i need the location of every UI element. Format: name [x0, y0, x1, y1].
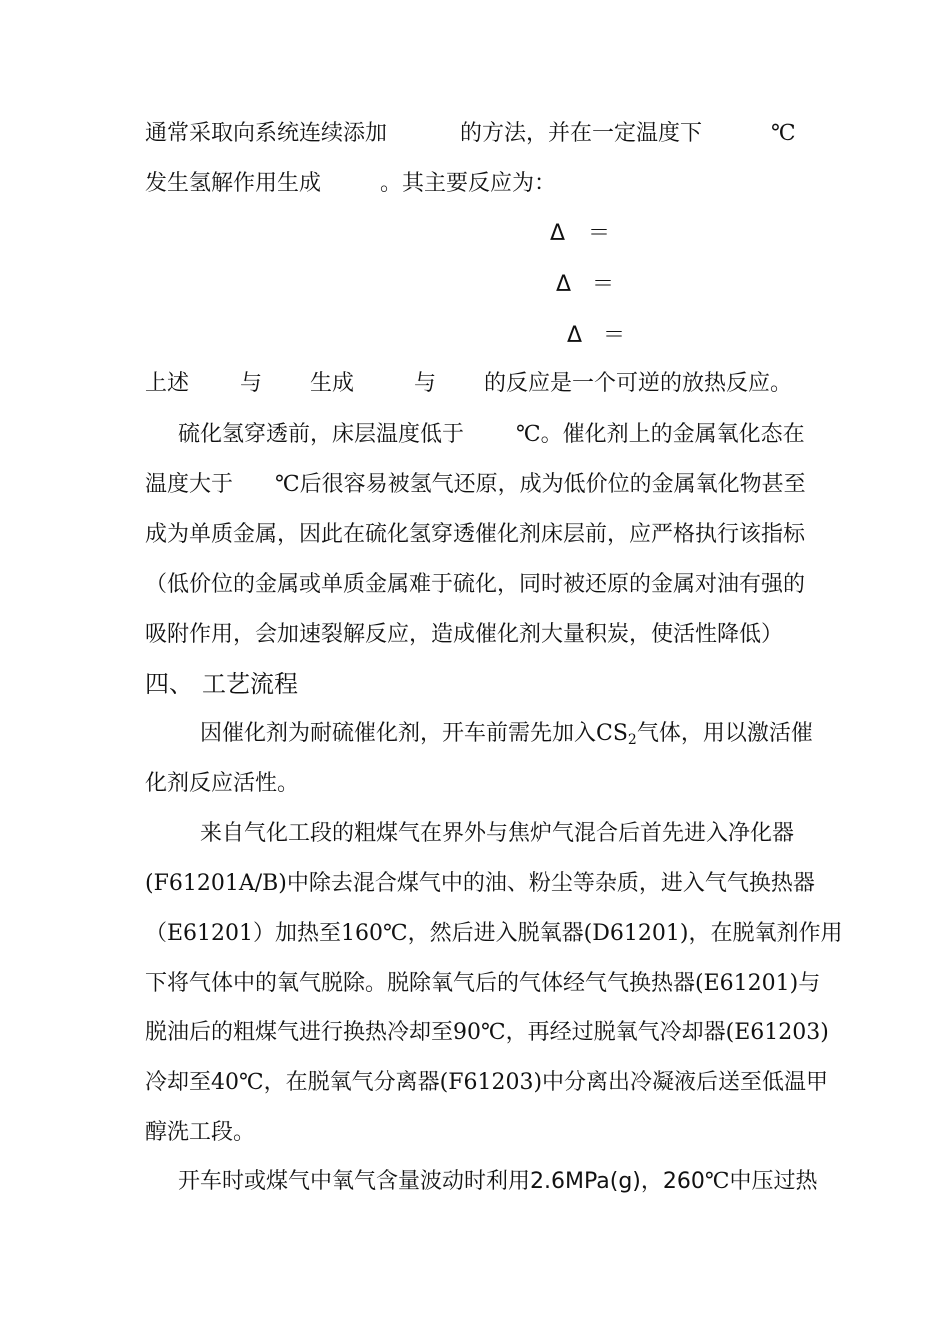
text-fragment: 吸附作用，会加速裂解反应，造成催化剂大量积炭，使活性降低）: [145, 622, 784, 647]
subscript: 2: [627, 732, 637, 748]
text-fragment: （低价位的金属或单质金属难于硫化，同时被还原的金属对油有强的: [145, 572, 806, 597]
equals-symbol: ＝: [588, 221, 611, 246]
text-fragment: (F61201A/B)中除去混合煤气中的油、粉尘等杂质，进入气气换热器: [145, 871, 815, 896]
text-fragment: 2.6MPa(g): [530, 1169, 641, 1194]
delta-symbol: Δ: [567, 323, 583, 348]
delta-symbol: Δ: [550, 221, 566, 246]
text-fragment: ℃: [771, 121, 796, 146]
text-fragment: 来自气化工段的粗煤气在界外与焦炉气混合后首先进入净化器: [200, 821, 795, 846]
text-fragment: 化剂反应活性。: [145, 771, 300, 796]
text-fragment: 的方法，并在一定温度下: [460, 121, 703, 146]
text-fragment: 冷却至40℃，在脱氧气分离器(F61203)中分离出冷凝液后送至低温甲: [145, 1070, 829, 1095]
equals-symbol: ＝: [592, 272, 615, 297]
text-fragment: 开车时或煤气中氧气含量波动时利用: [178, 1169, 531, 1194]
text-fragment: 成为单质金属，因此在硫化氢穿透催化剂床层前，应严格执行该指标: [145, 522, 806, 547]
text-fragment: 发生氢解作用生成: [145, 171, 322, 196]
text-fragment: 通常采取向系统连续添加: [145, 121, 388, 146]
text-fragment: 与: [240, 371, 263, 396]
text-fragment: 醇洗工段。: [145, 1120, 256, 1145]
section-number: 四、: [145, 670, 193, 698]
text-fragment: 因催化剂为耐硫催化剂，开车前需先加入CS: [200, 721, 628, 746]
text-fragment: 硫化氢穿透前，床层温度低于: [178, 422, 465, 447]
text-fragment: （E61201）加热至160℃，然后进入脱氧器(D61201)，在脱氧剂作用: [145, 921, 843, 946]
text-fragment: 与: [414, 371, 437, 396]
text-fragment: 生成: [310, 371, 355, 396]
text-fragment: 气体，用以激活催: [636, 721, 813, 746]
section-title: 工艺流程: [202, 670, 298, 698]
text-fragment: 260: [662, 1169, 705, 1194]
text-fragment: 。其主要反应为：: [380, 171, 557, 196]
text-fragment: ℃。催化剂上的金属氧化态在: [516, 422, 805, 447]
text-fragment: ℃中压过热: [704, 1169, 818, 1194]
text-fragment: ℃后很容易被氢气还原，成为低价位的金属氧化物甚至: [275, 472, 806, 497]
text-fragment: [178, 1162, 818, 1202]
text-fragment: 的反应是一个可逆的放热反应。: [484, 371, 793, 396]
text-fragment: 上述: [145, 371, 190, 396]
equals-symbol: ＝: [603, 323, 626, 348]
text-fragment: ，: [640, 1169, 663, 1194]
text-fragment: 脱油后的粗煤气进行换热冷却至90℃，再经过脱氧气冷却器(E61203): [145, 1020, 829, 1045]
delta-symbol: Δ: [556, 272, 572, 297]
text-fragment: 温度大于: [145, 472, 234, 497]
text-fragment: 下将气体中的氧气脱除。脱除氧气后的气体经气气换热器(E61201)与: [145, 971, 821, 996]
text-fragment: [200, 714, 813, 754]
